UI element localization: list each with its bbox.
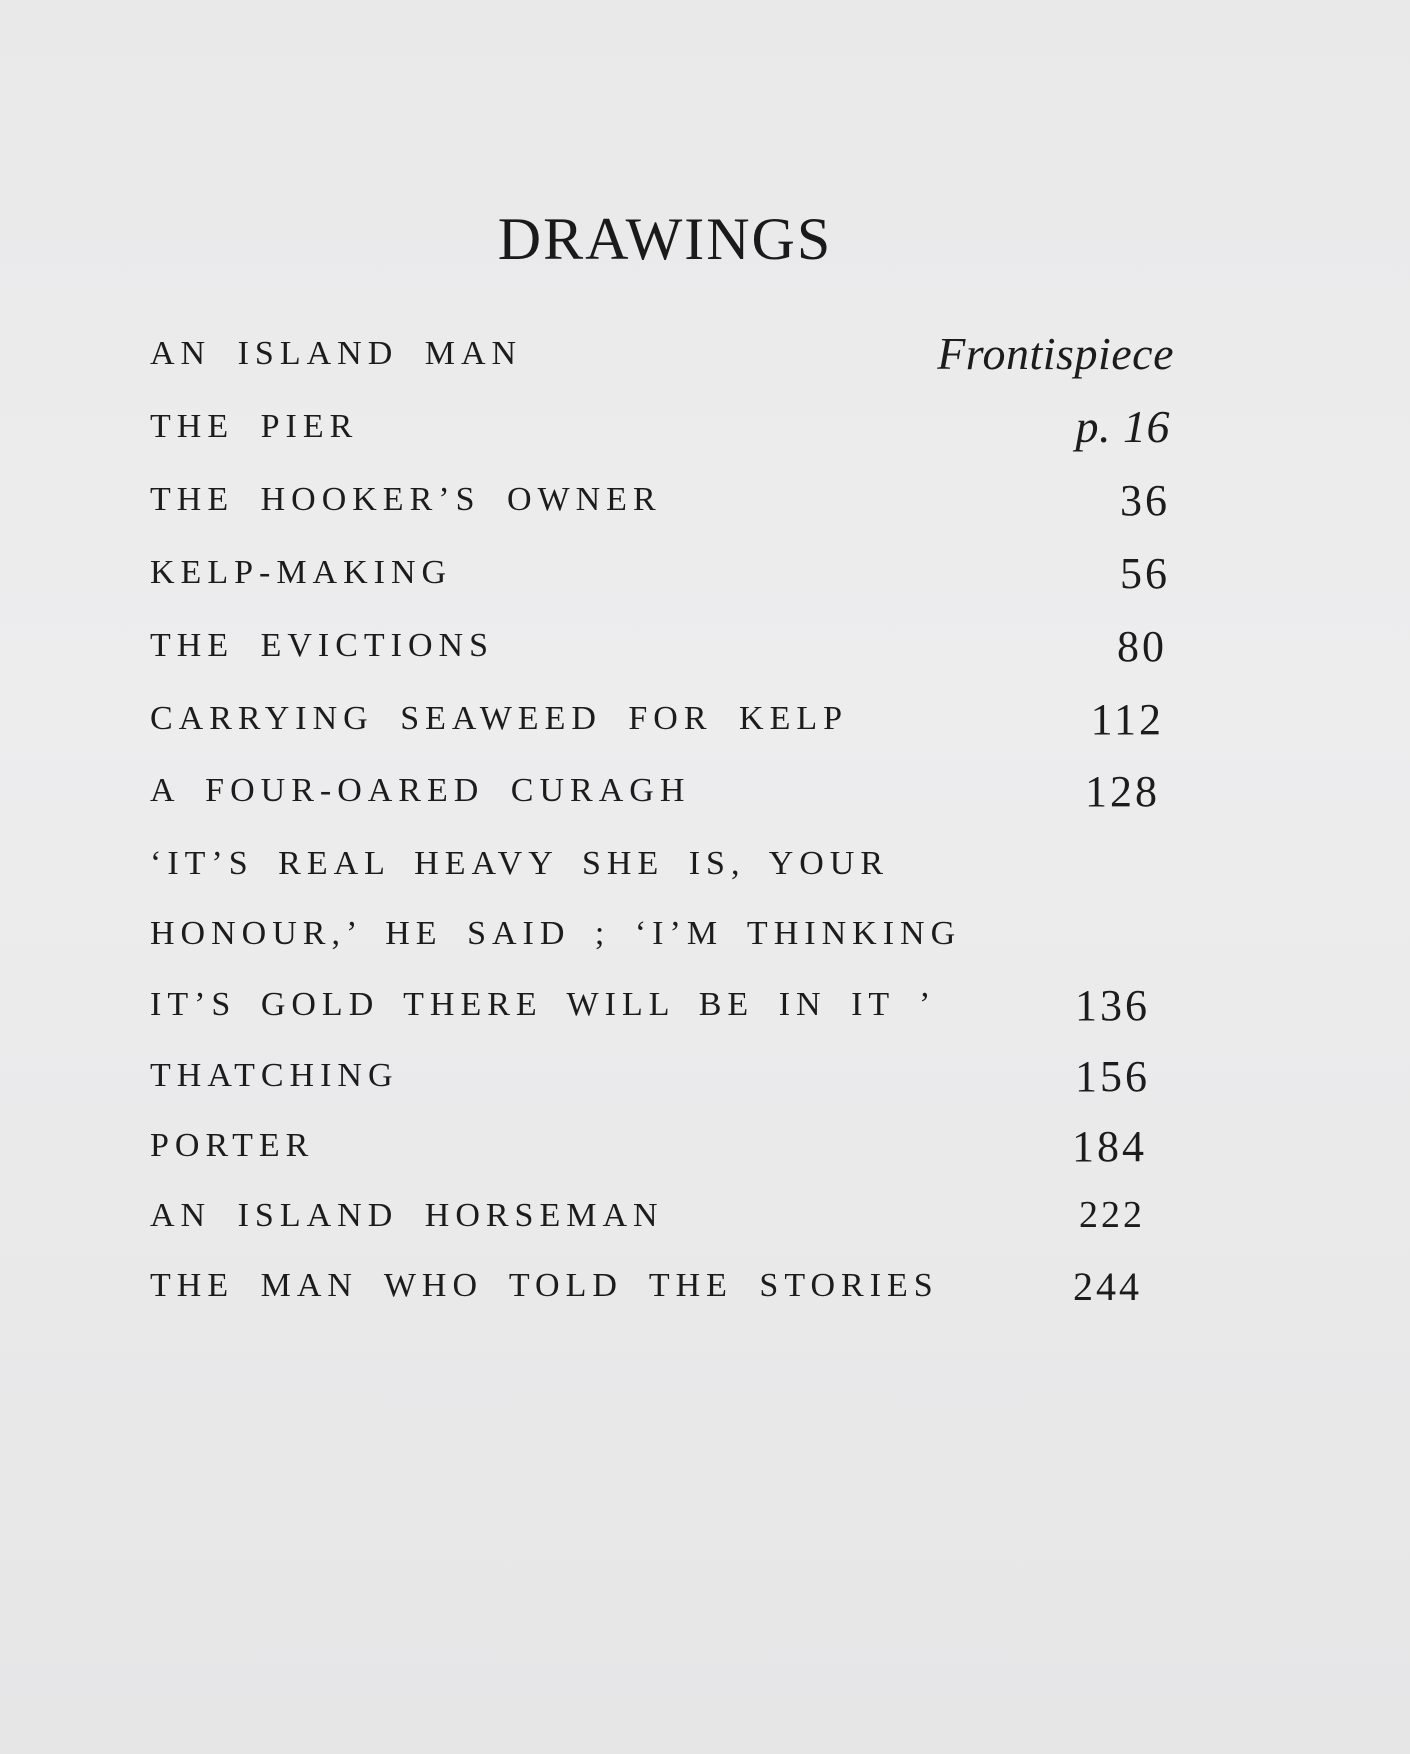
entry-title: THE HOOKER’S OWNER	[150, 481, 662, 518]
entry-title: CARRYING SEAWEED FOR KELP	[150, 700, 849, 737]
entry-page: p. 16	[1075, 401, 1170, 452]
list-item	[0, 767, 1410, 832]
list-item	[0, 401, 1410, 468]
entry-page: 112	[1090, 695, 1164, 744]
entry-title: AN ISLAND MAN	[150, 335, 523, 372]
list-item	[0, 1194, 1410, 1257]
entry-title: A FOUR-OARED CURAGH	[150, 772, 691, 809]
entry-title: KELP-MAKING	[150, 554, 453, 591]
list-item	[0, 328, 1410, 395]
entry-title-line: ‘IT’S REAL HEAVY SHE IS, YOUR	[150, 845, 890, 882]
list-item	[0, 695, 1410, 760]
entry-page: 156	[1075, 1052, 1150, 1101]
entry-page: 184	[1072, 1122, 1147, 1171]
list-item	[0, 549, 1410, 614]
list-item	[0, 622, 1410, 687]
entry-title: THE EVICTIONS	[150, 627, 495, 664]
entry-page: 80	[1117, 622, 1167, 671]
entry-page: 222	[1079, 1194, 1145, 1236]
entry-title: AN ISLAND HORSEMAN	[150, 1197, 664, 1234]
list-item	[0, 1122, 1410, 1187]
entry-title: THE PIER	[150, 408, 359, 445]
entry-title: PORTER	[150, 1127, 315, 1164]
entry-title-line: IT’S GOLD THERE WILL BE IN IT ’	[150, 986, 937, 1023]
entry-page: 56	[1120, 549, 1170, 598]
entry-title: THE MAN WHO TOLD THE STORIES	[150, 1267, 939, 1304]
list-item	[0, 1264, 1410, 1327]
page-title: DRAWINGS	[497, 206, 833, 272]
list-item	[0, 476, 1410, 541]
list-item	[0, 845, 1410, 1045]
entry-title: THATCHING	[150, 1057, 399, 1094]
entry-page: 244	[1073, 1264, 1142, 1309]
entry-page: 136	[1075, 981, 1150, 1030]
entry-title-line: HONOUR,’ HE SAID ; ‘I’M THINKING	[150, 915, 962, 952]
entry-page: 128	[1085, 767, 1160, 816]
entry-page: Frontispiece	[937, 328, 1174, 379]
entry-page: 36	[1120, 476, 1170, 525]
list-item	[0, 1052, 1410, 1117]
